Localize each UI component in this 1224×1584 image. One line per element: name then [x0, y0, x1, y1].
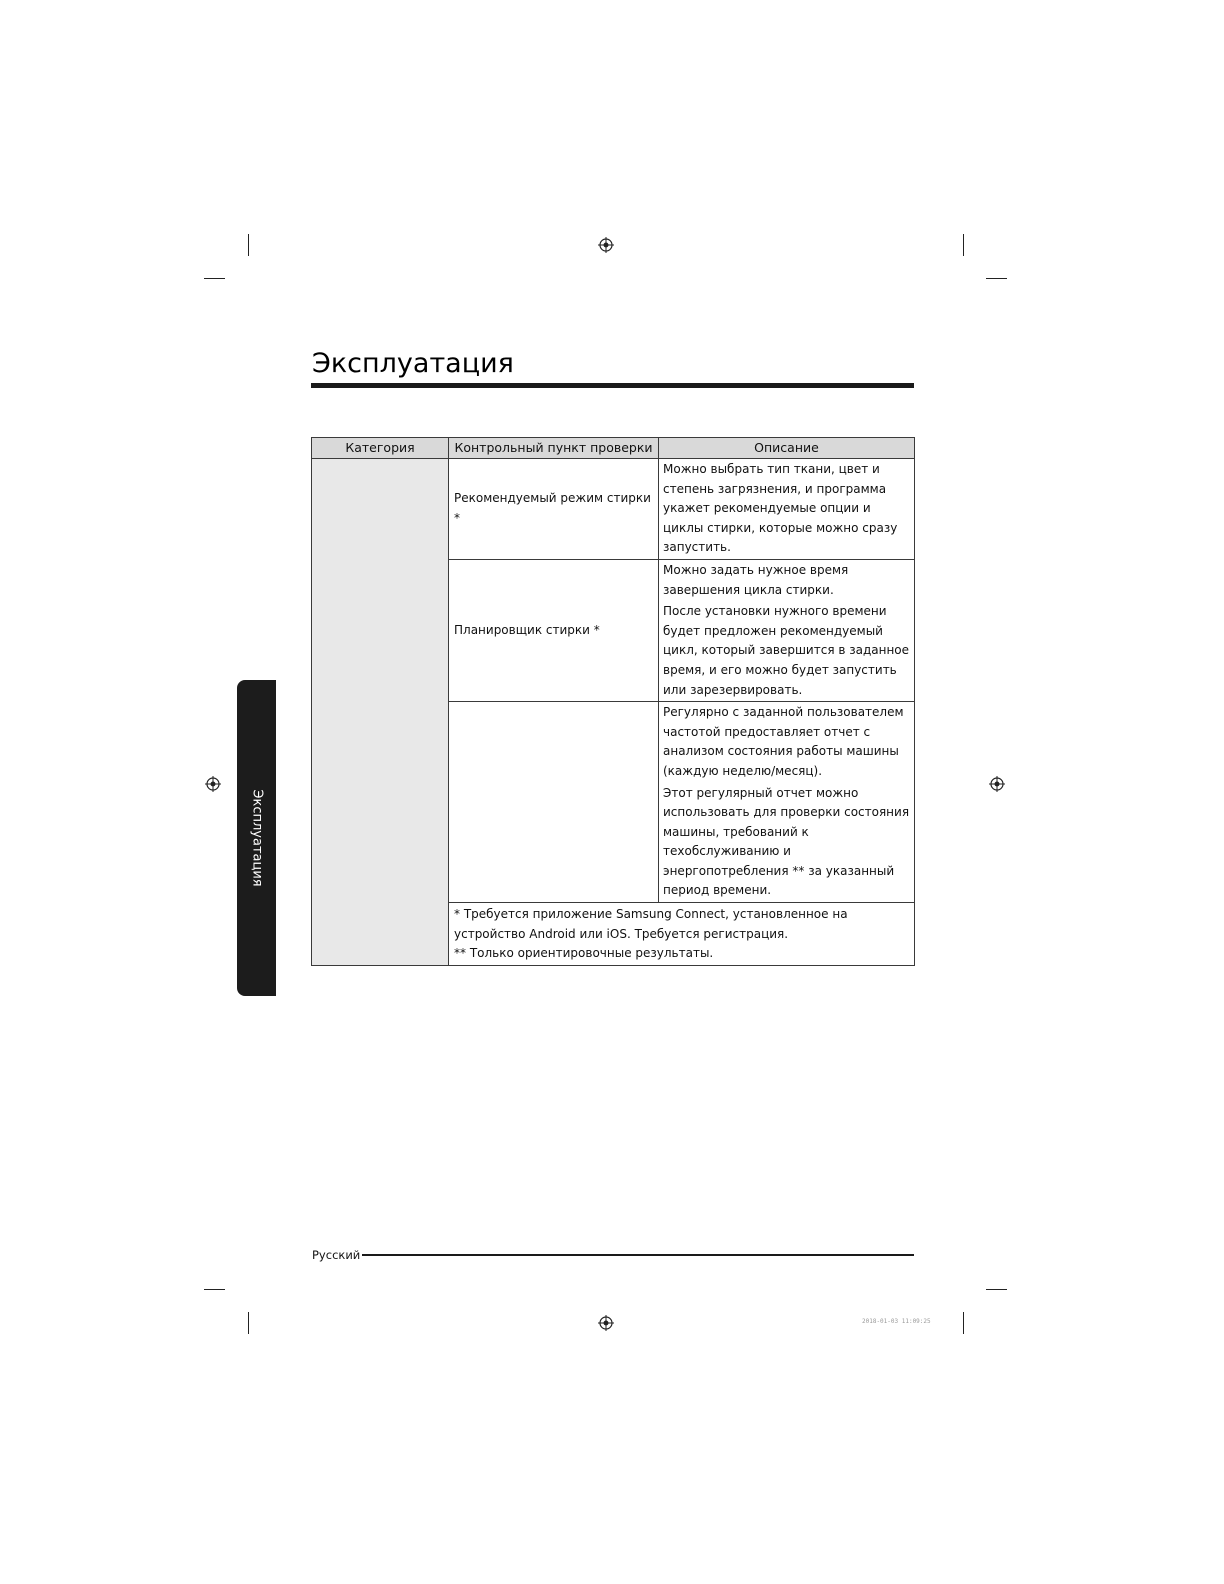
column-header-category: Категория	[312, 438, 449, 459]
description-paragraph: Можно выбрать тип ткани, цвет и степень загрязнения, и программа укажет рекомендуемые опции и циклы стирки, которые можно сразу запустить.	[663, 462, 898, 555]
feature-table	[311, 437, 915, 966]
description-paragraph: Этот регулярный отчет можно использовать для проверки состояния машины, требований к техобслуживанию и энергопотребления ** за указанный период времени.	[663, 785, 910, 898]
page-title: Эксплуатация	[312, 348, 514, 379]
checkpoint-cell: Планировщик стирки *	[449, 559, 659, 701]
footer-language: Русский	[312, 1248, 361, 1262]
crop-mark	[986, 278, 1007, 279]
footnotes-cell	[449, 903, 915, 966]
crop-mark	[963, 234, 964, 256]
side-tab-label: Эксплуатация	[249, 789, 264, 887]
table-row	[312, 459, 915, 560]
column-header-description: Описание	[659, 438, 915, 459]
crop-mark	[204, 278, 225, 279]
section-side-tab	[237, 680, 276, 996]
registration-mark-icon	[598, 237, 614, 253]
crop-mark	[248, 234, 249, 256]
description-cell	[659, 459, 915, 560]
crop-mark	[986, 1289, 1007, 1290]
description-cell	[659, 702, 915, 903]
title-divider	[311, 383, 914, 388]
description-paragraph: Регулярно с заданной пользователем частотой предоставляет отчет с анализом состояния работы машины (каждую неделю/месяц).	[663, 705, 904, 778]
registration-mark-icon	[205, 776, 221, 792]
crop-mark	[248, 1312, 249, 1334]
crop-mark	[204, 1289, 225, 1290]
registration-mark-icon	[989, 776, 1005, 792]
description-cell	[659, 559, 915, 701]
print-timestamp: 2018-01-03 11:09:25	[862, 1318, 931, 1325]
description-paragraph: Можно задать нужное время завершения цикла стирки.	[663, 562, 849, 597]
registration-mark-icon	[598, 1315, 614, 1331]
checkpoint-cell: Рекомендуемый режим стирки *	[449, 459, 659, 560]
description-paragraph: После установки нужного времени будет предложен рекомендуемый цикл, который завершится в заданное время, и его можно будет запустить или зарезервировать.	[663, 604, 910, 697]
footnote: * Требуется приложение Samsung Connect, установленное на устройство Android или iOS. Требуется регистрация.	[454, 907, 848, 941]
table-header-row	[312, 438, 915, 459]
column-header-checkpoint: Контрольный пункт проверки	[449, 438, 659, 459]
category-cell	[312, 459, 449, 966]
crop-mark	[963, 1312, 964, 1334]
footnote: ** Только ориентировочные результаты.	[454, 946, 714, 961]
footer-divider	[362, 1254, 914, 1256]
checkpoint-cell	[449, 702, 659, 903]
